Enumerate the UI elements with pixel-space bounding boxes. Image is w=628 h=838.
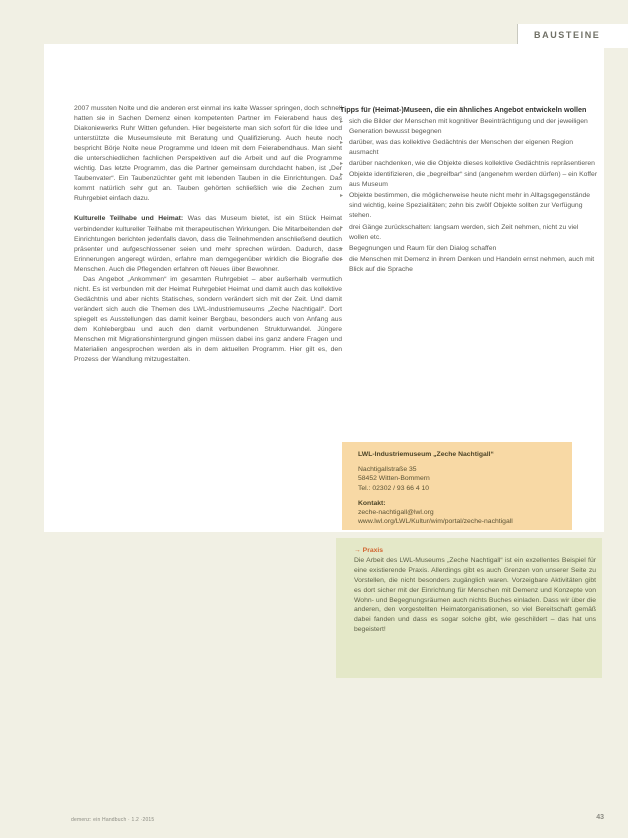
tips-list — [340, 117, 598, 275]
praxis-box — [336, 538, 602, 678]
paragraph-2-text: Was das Museum bietet, ist ein Stück Heimat verbindender kultureller Teilhabe mit therapeutischen Wirkungen. Die Mitarbeitenden der Einrichtungen berichten jedenfalls davon, dass die Teilnehmenden anschließend deutlich präsenter und aufgeschlossener seien und mehr sprechen würden. Dadurch, dass Erinnerungen angeregt würden, erfahre man demgegenüber wirklich die Biografie der Menschen. Auch die Pflegenden erfahren oft Neues über Bewohner. — [74, 215, 342, 273]
contact-label: Kontakt: — [358, 499, 386, 507]
tips-list-item: ▸ sich die Bilder der Menschen mit kognitiver Beeinträchtigung und der jeweiligen Generation bewusst begegnen — [340, 117, 598, 137]
tips-list-item: ▸ Objekte identifizieren, die „begreifbar“ sind (angenehm werden dürfen) – ein Koffer aus Museum — [340, 170, 598, 190]
paragraph-2 — [74, 214, 342, 274]
tips-list-item: ▸ darüber nachdenken, wie die Objekte dieses kollektive Gedächtnis repräsentieren — [340, 159, 598, 169]
praxis-text: Die Arbeit des LWL-Museums „Zeche Nachtigall“ ist ein exzellentes Beispiel für eine existierende Praxis. Allerdings gibt es auch Grenzen von unserer Seite zu Vorstellen, die nicht besonders zugänglich waren. Vorzeigbare Aktivitäten gibt es dort sicher mit der Einrichtung für Menschen mit Demenz und Konzepte von Wohn- und Begegnungsräumen auch nichts Buches einladen. Dass wir über die anderen, den vorgestellten Heimatorganisationen, so viel Bereitschaft gemäß dabei fanden und dass es sogar solche gibt, wie geschildert – das hat uns begeistert! — [354, 556, 596, 634]
paragraph-2-heading: Kulturelle Teilhabe und Heimat: — [74, 215, 184, 223]
tips-list-item: ▸ drei Gänge zurückschalten: langsam werden, sich Zeit nehmen, nicht zu viel wollen etc. — [340, 223, 598, 243]
tips-heading: Tipps für (Heimat-)Museen, die ein ähnliches Angebot entwickeln wollen — [340, 105, 587, 114]
paragraph-1: 2007 mussten Nolte und die anderen erst einmal ins kalte Wasser springen, doch schnell hatten sie in Sachen Demenz einen kompetenten Partner im Feierabend haus des Diakoniewerks Ruhr Witten gefunden. Hier begeisterte man sich sofort für die Idee und unterstützte die Museumsleute mit Beratung und Qualifizierung. Auch heute noch bespricht Börje Nolte neue Programme und Ideen mit dem Feierabendhaus. Man sieht die unterschiedlichen fachlichen Perspektiven auf die Arbeit und auf die Programme wichtig. Das letzte Programm, das die Partner gemeinsam durchdacht haben, ist „Der Taubenvater“. Ein Taubenzüchter geht mit lebenden Tauben in die Einrichtungen. Das kommt natürlich sehr gut an. Tauben gehörten schließlich wie die Zechen zum Ruhrgebiet einfach dazu. — [74, 105, 342, 203]
page-number: 43 — [596, 814, 604, 821]
praxis-label: → Praxis — [354, 547, 384, 554]
footer-publication: demenz: ein Handbuch · 1.2 ·2015 — [71, 817, 155, 823]
tips-list-item: ▸ die Menschen mit Demenz in ihrem Denken und Handeln ernst nehmen, auch mit Blick auf die Sprache — [340, 255, 598, 275]
tips-column — [340, 105, 598, 276]
contact-city: 58452 Witten-Bommern — [358, 475, 430, 483]
tips-list-item: ▸ Objekte bestimmen, die möglicherweise heute nicht mehr in Alltagsgegenstände sind wichtig, keine Spezialitäten; zehn bis zwölf Objekte sollten zur Verfügung stehen. — [340, 191, 598, 221]
tips-list-item: ▸ Begegnungen und Raum für den Dialog schaffen — [340, 244, 598, 254]
contact-box-title: LWL-Industriemuseum „Zeche Nachtigall“ — [358, 451, 494, 458]
paragraph-3: Das Angebot „Ankommen“ im gesamten Ruhrgebiet – aber außerhalb vermutlich nicht. Es ist verbunden mit der Heimat Ruhrgebiet Heimat und damit auch das kollektive Gedächtnis und aber nichts Statisches, sondern verändert sich mit der Zeit. Und damit verändert sich auch die Themen des LWL-Industriemuseums „Zeche Nachtigall“. Dort spiegelt es Ausstellungen das damit keiner Bergbau, besonders auch von Anfang aus dem Kohlebergbau und auch den damit verbundenen Strukturwandel. Jüngere Menschen mit Migrationshintergrund gingen müssen dabei ins ganz andere Fragen und Materialien angesprochen werden als in dem aktuellen Programm. Hier gilt es, den Prozess der Wandlung mitzugestalten. — [74, 275, 342, 364]
contact-email-link[interactable]: zeche-nachtigall@lwl.org — [358, 509, 434, 517]
section-tab-label: BAUSTEINE — [534, 30, 601, 40]
tips-list-item: ▸ darüber, was das kollektive Gedächtnis der Menschen der eigenen Region ausmacht — [340, 138, 598, 158]
left-text-column — [74, 104, 342, 365]
contact-info-box — [342, 442, 572, 530]
contact-street: Nachtigallstraße 35 — [358, 466, 417, 474]
contact-phone: Tel.: 02302 / 93 66 4 10 — [358, 484, 430, 492]
contact-web-link[interactable]: www.lwl.org/LWL/Kultur/wim/portal/zeche-nachtigall — [358, 518, 513, 526]
